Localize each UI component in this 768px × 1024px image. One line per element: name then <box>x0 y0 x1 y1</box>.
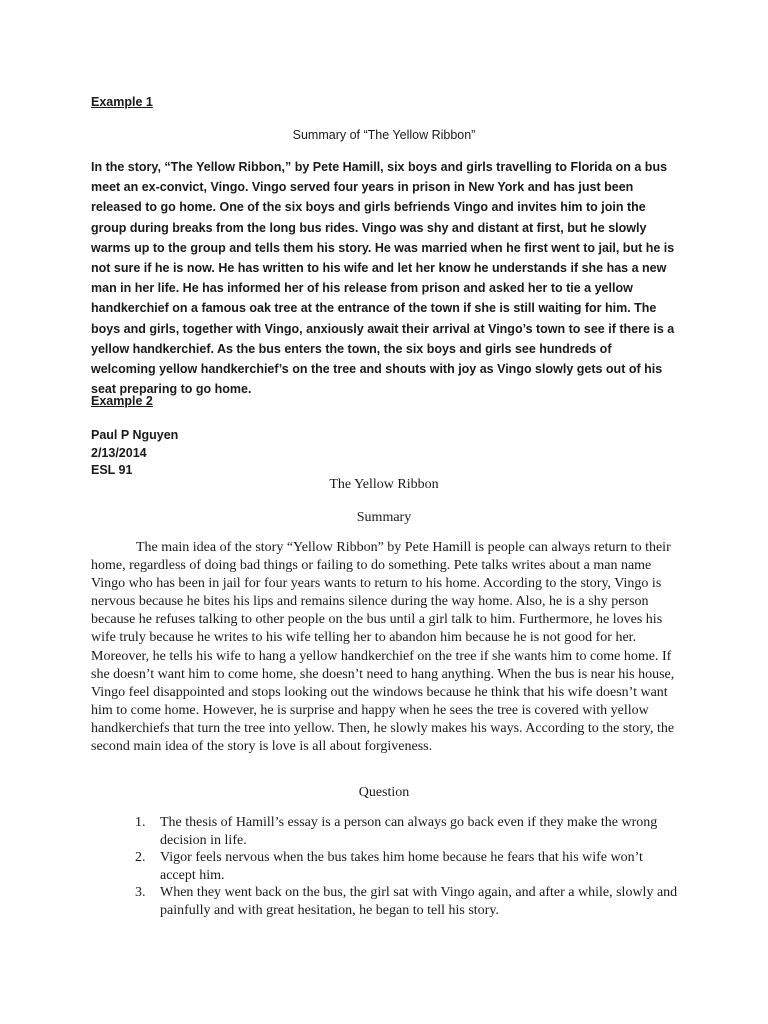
example-2-paragraph: The main idea of the story “Yellow Ribbon” by Pete Hamill is people can always return to their home, regardless of doing bad things or failing to do something. Pete talks writes about a man name Vingo who has been in jail for four years wants to return to his home. According to the story, Vingo is nervous because he bites his lips and remains silence during the way home. Also, he is a shy person because he refuses talking to other people on the bus until a girl talk to him. Furthermore, he loves his wife truly because he writes to his wife telling her to abandon him because he is not good for her. Moreover, he tells his wife to hang a yellow handkerchief on the tree if she wants him to come home. If she doesn’t want him to come home, she doesn’t need to hang anything. When the bus is near his house, Vingo feel disappointed and stops looking out the windows because he think that his wife doesn’t want him to come home. However, he is surprise and happy when he sees the tree is covered with yellow handkerchiefs that turn the tree into yellow. Then, he slowly makes his ways. According to the story, the second main idea of the story is love is all about forgiveness. <box>91 540 675 755</box>
example-1-paragraph: In the story, “The Yellow Ribbon,” by Pete Hamill, six boys and girls travelling to Florida on a bus meet an ex-convict, Vingo. Vingo served four years in prison in New York and has just been released to go home. One of the six boys and girls befriends Vingo and invites him to join the group during breaks from the long bus rides. Vingo was shy and distant at first, but he slowly warms up to the group and tells them his story. He was married when he first went to jail, but he is not sure if he is now. He has written to his wife and let her know he understands if she has a new man in her life. He has informed her of his release from prison and asked her to tie a yellow handkerchief on a famous oak tree at the entrance of the town if she is still waiting for him. The boys and girls, together with Vingo, anxiously await their arrival at Vingo’s town to see if there is a yellow handkerchief. As the bus enters the town, the six boys and girls see hundreds of welcoming yellow handkerchief’s on the tree and shouts with joy as Vingo slowly gets out of his seat preparing to go home. <box>91 160 675 397</box>
essay-subtitle: Summary <box>356 510 412 525</box>
course-name: ESL 91 <box>91 463 133 477</box>
question-heading: Question <box>358 785 410 800</box>
list-item-number: 1. <box>135 815 146 830</box>
example-1-heading: Example 1 <box>91 95 153 109</box>
list-item <box>91 814 679 849</box>
list-item-number: 3. <box>135 885 146 901</box>
example-2-heading: Example 2 <box>91 394 153 408</box>
list-item <box>91 884 679 919</box>
essay-title: The Yellow Ribbon <box>329 477 439 492</box>
list-item-text: When they went back on the bus, the girl sat with Vingo again, and after a while, slowly and painfully and with great hesitation, he began to tell his story. <box>160 885 678 918</box>
list-item-number: 2. <box>135 850 146 866</box>
author-name: Paul P Nguyen <box>91 428 179 442</box>
question-list <box>91 814 679 920</box>
list-item-text: The thesis of Hamill’s essay is a person can always go back even if they make the wrong decision in life. <box>160 815 658 848</box>
list-item-text: Vigor feels nervous when the bus takes him home because he fears that his wife won’t accept him. <box>160 850 643 883</box>
summary-title: Summary of “The Yellow Ribbon” <box>292 128 476 142</box>
author-block <box>91 427 178 480</box>
essay-date: 2/13/2014 <box>91 445 147 460</box>
list-item <box>91 849 679 884</box>
